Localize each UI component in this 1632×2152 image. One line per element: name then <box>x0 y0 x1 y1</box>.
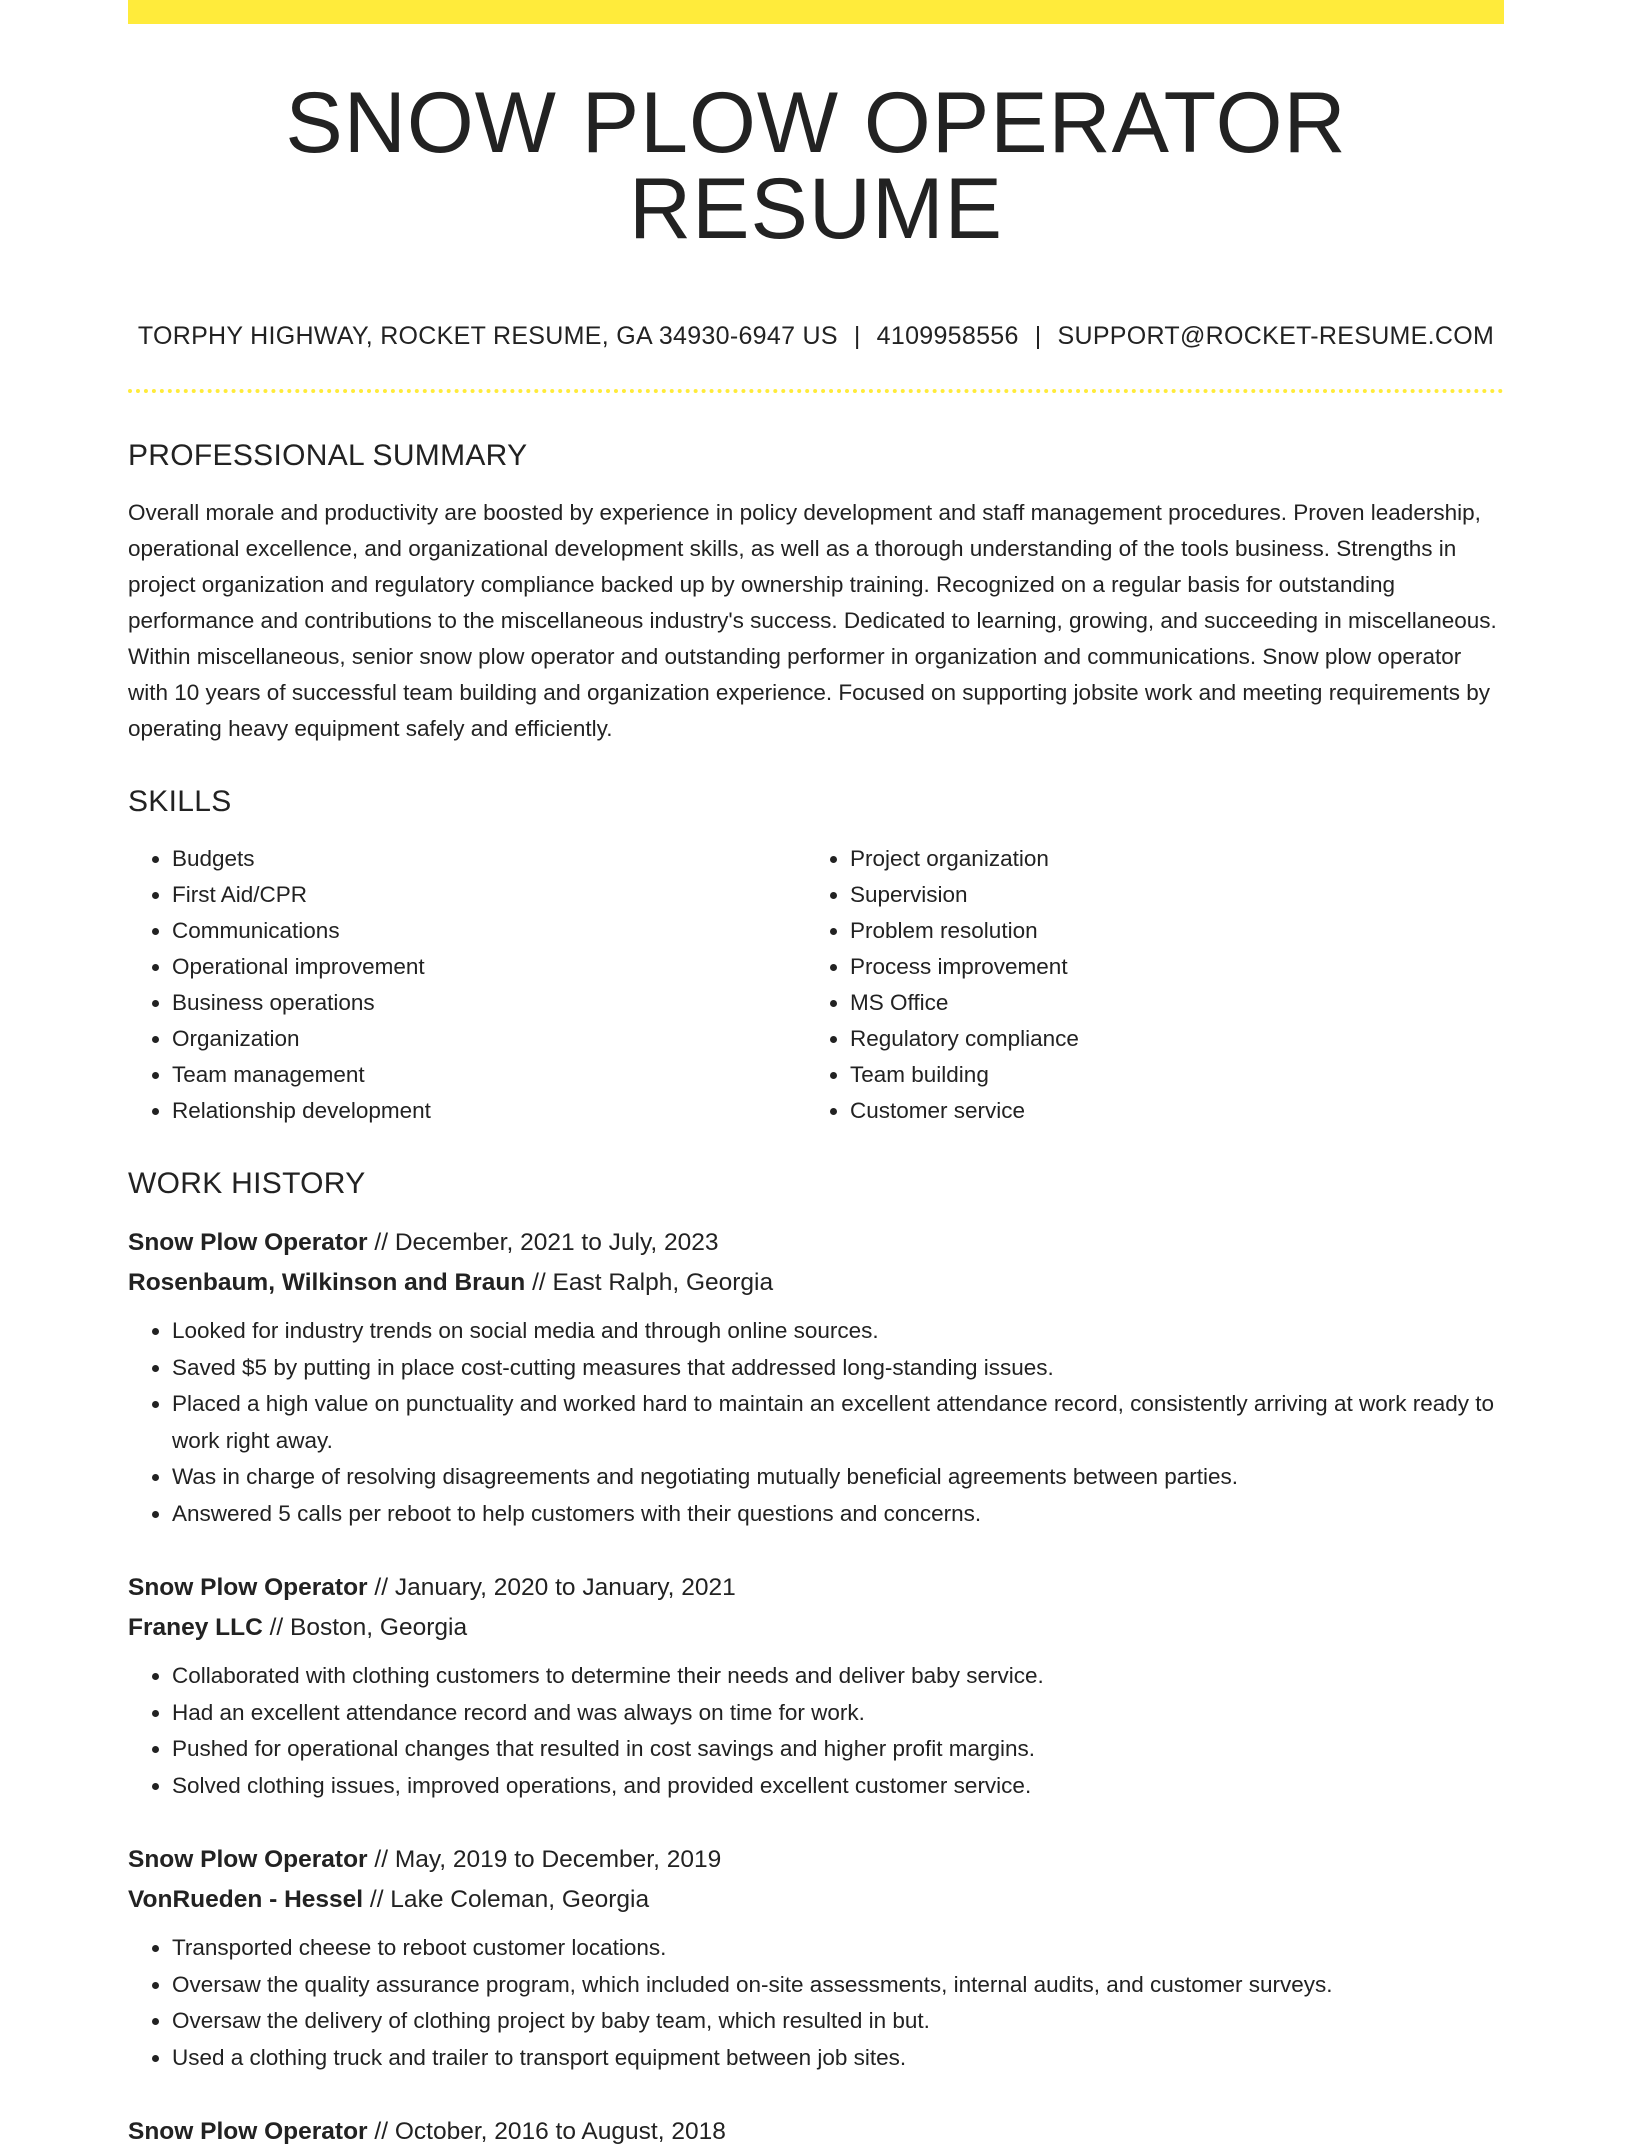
job-title-line <box>128 2112 1504 2152</box>
skills-heading: SKILLS <box>128 785 232 818</box>
skill-item: • Regulatory compliance <box>850 1021 1484 1057</box>
skill-item: • MS Office <box>850 985 1484 1021</box>
job-title-line <box>128 1568 1504 1608</box>
job-bullets <box>128 1658 1504 1804</box>
skill-item: • Operational improvement <box>172 949 806 985</box>
job-company: VonRueden - Hessel <box>128 1886 364 1913</box>
job-bullets <box>128 1930 1504 2076</box>
dotted-divider <box>128 389 1504 393</box>
resume-page <box>128 0 1504 2152</box>
job-dates: // January, 2020 to January, 2021 <box>374 1574 736 1601</box>
contact-line <box>128 322 1504 351</box>
job-dates: // December, 2021 to July, 2023 <box>374 1229 719 1256</box>
job-title-line <box>128 1223 1504 1263</box>
skill-item: • Project organization <box>850 841 1484 877</box>
job-bullet: • Saved $5 by putting in place cost-cutting measures that addressed long-standing issues. <box>172 1350 1504 1387</box>
job-location: // Lake Coleman, Georgia <box>369 1886 650 1913</box>
job-bullet: • Answered 5 calls per reboot to help customers with their questions and concerns. <box>172 1496 1504 1533</box>
job-title: Snow Plow Operator <box>128 1574 368 1601</box>
contact-phone: 4109958556 <box>876 322 1019 350</box>
job-company-line <box>128 1263 1504 1303</box>
contact-separator: | <box>1034 322 1042 350</box>
job-dates: // May, 2019 to December, 2019 <box>374 1846 722 1873</box>
skills-list <box>128 841 1504 1129</box>
job-location: // Boston, Georgia <box>269 1614 468 1641</box>
job-entry <box>128 1840 1504 2076</box>
skills-column-left <box>128 841 806 1129</box>
job-company-line <box>128 1880 1504 1920</box>
job-bullet: • Was in charge of resolving disagreements and negotiating mutually beneficial agreements between parties. <box>172 1459 1504 1496</box>
page-title: SNOW PLOW OPERATOR RESUME <box>285 75 1347 257</box>
job-bullet: • Pushed for operational changes that resulted in cost savings and higher profit margins. <box>172 1731 1504 1768</box>
job-bullet: • Solved clothing issues, improved operations, and provided excellent customer service. <box>172 1768 1504 1805</box>
job-bullets <box>128 1313 1504 1532</box>
skill-item: • Communications <box>172 913 806 949</box>
job-bullet: • Oversaw the delivery of clothing project by baby team, which resulted in but. <box>172 2003 1504 2040</box>
skill-item: • Business operations <box>172 985 806 1021</box>
job-title: Snow Plow Operator <box>128 1229 368 1256</box>
contact-email: SUPPORT@ROCKET-RESUME.COM <box>1057 322 1495 350</box>
skills-column-right <box>806 841 1484 1129</box>
job-bullet: • Collaborated with clothing customers to determine their needs and deliver baby service. <box>172 1658 1504 1695</box>
job-title: Snow Plow Operator <box>128 1846 368 1873</box>
skill-item: • Team management <box>172 1057 806 1093</box>
job-bullet: • Had an excellent attendance record and was always on time for work. <box>172 1695 1504 1732</box>
job-title: Snow Plow Operator <box>128 2118 368 2145</box>
job-entry <box>128 1223 1504 1532</box>
skill-item: • Supervision <box>850 877 1484 913</box>
job-title-line <box>128 1840 1504 1880</box>
job-bullet: • Transported cheese to reboot customer locations. <box>172 1930 1504 1967</box>
job-bullet: • Oversaw the quality assurance program, which included on-site assessments, internal audits, and customer surveys. <box>172 1967 1504 2004</box>
skill-item: • Customer service <box>850 1093 1484 1129</box>
accent-bar <box>128 0 1504 24</box>
job-location: // East Ralph, Georgia <box>532 1269 774 1296</box>
job-bullet: • Used a clothing truck and trailer to transport equipment between job sites. <box>172 2040 1504 2077</box>
job-dates: // October, 2016 to August, 2018 <box>374 2118 726 2145</box>
job-bullet: • Placed a high value on punctuality and worked hard to maintain an excellent attendance record, consistently arriving at work ready to work right away. <box>172 1386 1504 1459</box>
contact-address: TORPHY HIGHWAY, ROCKET RESUME, GA 34930-6947 US <box>137 322 838 350</box>
job-company: Rosenbaum, Wilkinson and Braun <box>128 1269 526 1296</box>
skill-item: • Problem resolution <box>850 913 1484 949</box>
skill-item: • First Aid/CPR <box>172 877 806 913</box>
skill-item: • Organization <box>172 1021 806 1057</box>
skill-item: • Relationship development <box>172 1093 806 1129</box>
contact-separator: | <box>853 322 861 350</box>
job-entry <box>128 1568 1504 1804</box>
work-history-heading: WORK HISTORY <box>128 1167 366 1200</box>
skill-item: • Budgets <box>172 841 806 877</box>
summary-heading: PROFESSIONAL SUMMARY <box>128 439 528 472</box>
job-entry <box>128 2112 1504 2152</box>
skill-item: • Process improvement <box>850 949 1484 985</box>
job-company: Franey LLC <box>128 1614 263 1641</box>
summary-text: Overall morale and productivity are boosted by experience in policy development and staff management procedures. Proven leadership, operational excellence, and organizational development skills, as well as a thorough understanding of the tools business. Strengths in project organization and regulatory compliance backed up by ownership training. Recognized on a regular basis for outstanding performance and contributions to the miscellaneous industry's success. Dedicated to learning, growing, and succeeding in miscellaneous. Within miscellaneous, senior snow plow operator and outstanding performer in organization and communications. Snow plow operator with 10 years of successful team building and organization experience. Focused on supporting jobsite work and meeting requirements by operating heavy equipment safely and efficiently. <box>128 500 1497 741</box>
job-company-line <box>128 1608 1504 1648</box>
skill-item: • Team building <box>850 1057 1484 1093</box>
job-bullet: • Looked for industry trends on social media and through online sources. <box>172 1313 1504 1350</box>
